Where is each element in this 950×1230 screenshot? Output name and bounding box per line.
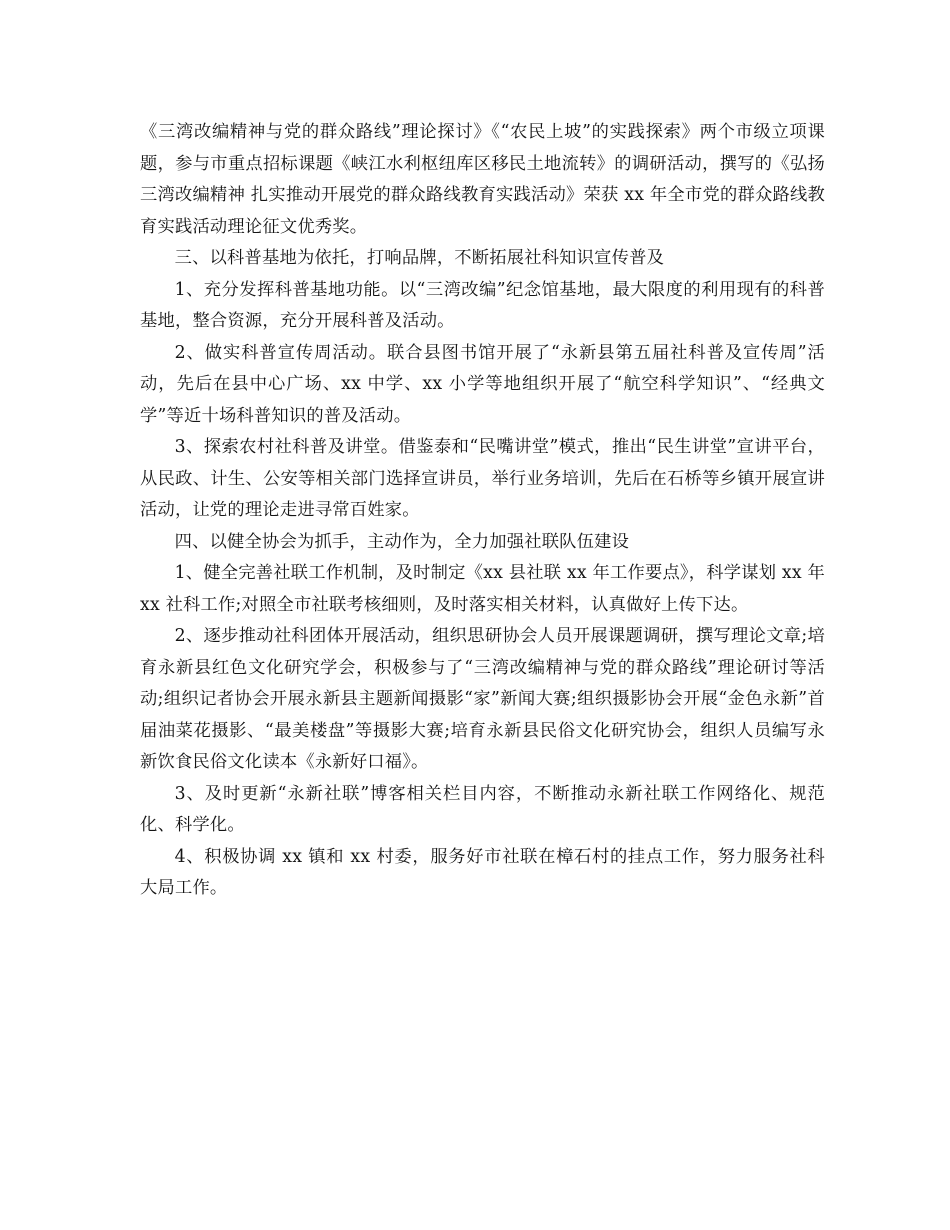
paragraph-blog-update: 3、及时更新“永新社联”博客相关栏目内容，不断推动永新社联工作网络化、规范化、科学化。: [140, 783, 825, 835]
paragraph-research-topics: 《三湾改编精神与党的群众路线”理论探讨》《“农民上坡”的实践探索》两个市级立项课题，参与市重点招标课题《峡江水利枢纽库区移民土地流转》的调研活动，撰写的《弘扬三湾改编精神 扎实推动开展党的群众路线教育实践活动》荣获 xx 年全市党的群众路线教育实践活动理论征文优秀奖。: [140, 122, 825, 237]
paragraph-rural-lecture: 3、探索农村社科普及讲堂。借鉴泰和“民嘴讲堂”模式，推出“民生讲堂”宣讲平台，从民政、计生、公安等相关部门选择宣讲员，举行业务培训，先后在石桥等乡镇开展宣讲活动，让党的理论走进寻常百姓家。: [140, 437, 825, 520]
section-heading-science-base: 三、以科普基地为依托，打响品牌，不断拓展社科知识宣传普及: [174, 248, 665, 268]
paragraph-village-coordination: 4、积极协调 xx 镇和 xx 村委，服务好市社联在樟石村的挂点工作，努力服务社科大局工作。: [140, 846, 825, 898]
document-body: [140, 117, 825, 905]
paragraph-society-activities: 2、逐步推动社科团体开展活动，组织思研协会人员开展课题调研，撰写理论文章;培育永新县红色文化研究学会，积极参与了“三湾改编精神与党的群众路线”理论研讨等活动;组织记者协会开展永新县主题新闻摄影“家”新闻大赛;组织摄影协会开展“金色永新”首届油菜花摄影、“最美楼盘”等摄影大赛;培育永新县民俗文化研究协会，组织人员编写永新饮食民俗文化读本《永新好口福》。: [140, 626, 825, 772]
paragraph-work-mechanism: 1、健全完善社联工作机制，及时制定《xx 县社联 xx 年工作要点》，科学谋划 xx 年 xx 社科工作;对照全市社联考核细则，及时落实相关材料，认真做好上传下达。: [140, 563, 825, 615]
section-heading-association: 四、以健全协会为抓手，主动作为，全力加强社联队伍建设: [174, 531, 630, 552]
paragraph-science-week: 2、做实科普宣传周活动。联合县图书馆开展了“永新县第五届社科普及宣传周”活动，先后在县中心广场、xx 中学、xx 小学等地组织开展了“航空科学知识”、“经典文学”等近十场科普知识的普及活动。: [140, 342, 825, 426]
paragraph-science-base-function: 1、充分发挥科普基地功能。以“三湾改编”纪念馆基地，最大限度的利用现有的科普基地，整合资源，充分开展科普及活动。: [140, 279, 825, 331]
